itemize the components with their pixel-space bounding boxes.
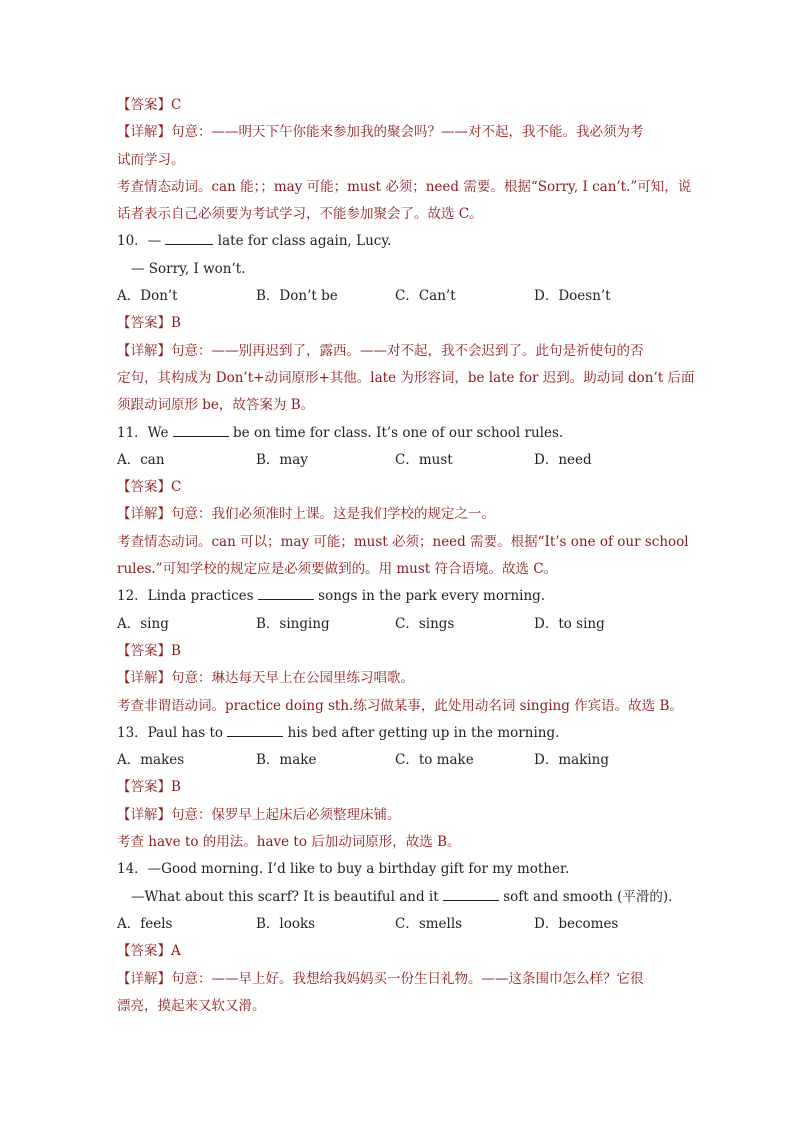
- answer-value: B: [171, 642, 181, 659]
- option-a: A．sing: [117, 615, 169, 632]
- option-a: A．makes: [117, 752, 185, 769]
- options-row: [117, 611, 677, 638]
- detail-text: 句意：琳达每天早上在公园里练习唱歌。: [171, 670, 414, 687]
- option-a: A．Don’t: [117, 288, 178, 305]
- option-d: D．to sing: [534, 615, 605, 632]
- options-row: [117, 447, 677, 474]
- note-text: 考查 have to 的用法。have to 后加动词原形，故选 B。: [117, 834, 461, 851]
- option-b: B．Don’t be: [256, 288, 338, 305]
- answer-value: C: [171, 97, 182, 113]
- answer-line: [117, 938, 677, 965]
- detail-text: 句意：保罗早上起床后必须整理床铺。: [171, 806, 401, 823]
- options-row: [117, 911, 677, 938]
- question-stem: —What about this scarf? It is beautiful and it soft and smooth (平滑的).: [131, 888, 673, 905]
- option-c: C．Can’t: [395, 288, 456, 305]
- option-c: C．smells: [395, 915, 463, 932]
- option-c: C．must: [395, 451, 453, 468]
- question-stem: 11．We be on time for class. It’s one of our school rules.: [117, 424, 564, 441]
- answer-tag: 【答案】: [117, 642, 171, 659]
- answer-line: [117, 774, 677, 801]
- note-text: 话者表示自己必须要为考试学习，不能参加聚会了。故选 C。: [117, 206, 483, 223]
- answer-line: [117, 474, 677, 501]
- answer-value: A: [171, 943, 181, 960]
- document-page: [117, 92, 695, 1020]
- option-b: B．looks: [256, 915, 316, 932]
- answer-line: [117, 310, 677, 337]
- detail-tag: 【详解】: [117, 342, 171, 359]
- answer-blank: [165, 231, 213, 245]
- detail-tag: 【详解】: [117, 970, 171, 987]
- question-stem: 14．—Good morning. I’d like to buy a birthday gift for my mother.: [117, 861, 570, 878]
- option-b: B．make: [256, 752, 317, 769]
- answer-tag: 【答案】: [117, 97, 171, 113]
- answer-tag: 【答案】: [117, 779, 171, 796]
- answer-tag: 【答案】: [117, 315, 171, 332]
- note-text: rules.”可知学校的规定应是必须要做到的。用 must 符合语境。故选 C。: [117, 561, 558, 578]
- option-a: A．can: [117, 451, 165, 468]
- detail-tag: 【详解】: [117, 506, 171, 523]
- detail-text: 须跟动词原形 be，故答案为 B。: [117, 397, 315, 414]
- note-text: 考查情态动词。can 可以；may 可能；must 必须；need 需要。根据“It’s one of our school: [117, 533, 689, 550]
- answer-line: [117, 638, 677, 665]
- answer-value: C: [171, 479, 182, 496]
- detail-tag: 【详解】: [117, 670, 171, 687]
- note-text: 考查情态动词。can 能；；may 可能；must 必须；need 需要。根据“Sorry, I can’t.”可知，说: [117, 178, 692, 195]
- answer-value: B: [171, 779, 181, 796]
- note-text: 考查非谓语动词。practice doing sth.练习做某事，此处用动名词 singing 作宾语。故选 B。: [117, 697, 683, 714]
- option-b: B．singing: [256, 615, 330, 632]
- detail-text: 句意：——明天下午你能来参加我的聚会吗？——对不起，我不能。我必须为考: [171, 124, 644, 141]
- option-c: C．sings: [395, 615, 455, 632]
- option-d: D．becomes: [534, 915, 619, 932]
- question-stem: 10．— late for class again, Lucy.: [117, 233, 392, 250]
- detail-line: [117, 802, 677, 829]
- question-stem: 12．Linda practices songs in the park every morning.: [117, 588, 546, 605]
- detail-text: 句意：——别再迟到了，露西。——对不起，我不会迟到了。此句是祈使句的否: [171, 342, 644, 359]
- detail-text: 定句，其构成为 Don’t+动词原形+其他。late 为形容词，be late for 迟到。助动词 don’t 后面: [117, 369, 695, 386]
- answer-blank: [443, 887, 499, 901]
- detail-line: [117, 966, 677, 993]
- detail-tag: 【详解】: [117, 124, 171, 141]
- answer-tag: 【答案】: [117, 479, 171, 496]
- answer-blank: [227, 723, 283, 737]
- option-b: B．may: [256, 451, 308, 468]
- answer-tag: 【答案】: [117, 943, 171, 960]
- option-d: D．Doesn’t: [534, 288, 611, 305]
- option-d: D．making: [534, 752, 610, 769]
- detail-tag: 【详解】: [117, 806, 171, 823]
- option-c: C．to make: [395, 752, 474, 769]
- options-row: [117, 283, 677, 310]
- question-stem: 13．Paul has to his bed after getting up in the morning.: [117, 724, 560, 741]
- question-stem: — Sorry, I won’t.: [131, 260, 246, 277]
- detail-line: [117, 665, 677, 692]
- detail-line: [117, 501, 677, 528]
- answer-blank: [173, 423, 229, 437]
- detail-line: [117, 338, 677, 365]
- detail-text: 句意：我们必须准时上课。这是我们学校的规定之一。: [171, 506, 495, 523]
- answer-line: [117, 92, 677, 119]
- option-a: A．feels: [117, 915, 173, 932]
- detail-line: [117, 119, 677, 146]
- answer-value: B: [171, 315, 181, 332]
- option-d: D．need: [534, 451, 592, 468]
- detail-text: 漂亮，摸起来又软又滑。: [117, 997, 266, 1014]
- answer-blank: [258, 586, 314, 600]
- options-row: [117, 747, 677, 774]
- detail-text: 试而学习。: [117, 151, 185, 168]
- detail-text: 句意：——早上好。我想给我妈妈买一份生日礼物。——这条围巾怎么样？它很: [171, 970, 644, 987]
